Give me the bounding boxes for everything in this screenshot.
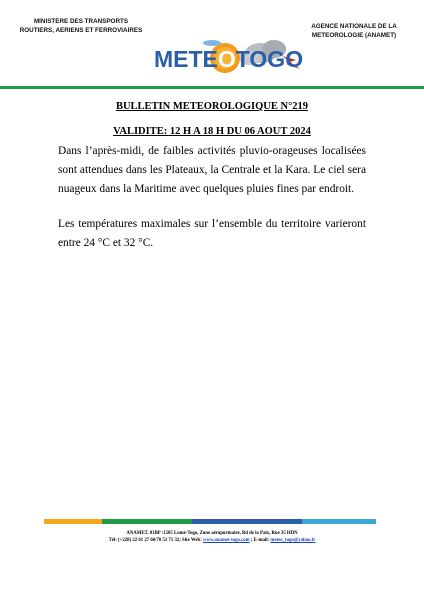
footer-tel: Tél: (+228) 22 61 27 60/70 51 71 32; Site Web: [108,538,204,543]
logo-text-a: METE [154,46,218,72]
bulletin-title: BULLETIN METEOROLOGIQUE N°219 [115,101,309,112]
agency-line-1: AGENCE NATIONALE DE LA [311,23,397,30]
meteo-togo-logo [150,36,320,76]
ministry-line-2: ROUTIERS, AERIENS ET FERROVIAIRES [19,27,143,34]
website-link[interactable]: www.anamet-togo.com [203,538,250,543]
logo-text-b: O [217,46,236,72]
footer-contacts [0,538,424,544]
footer-email-label: ; E-mail: [249,538,271,543]
logo-text-meteo [154,46,303,72]
temperature-paragraph: Les températures maximales sur l’ensemble du territoire varieront entre 24 °C et 32 °C. [58,218,366,249]
footer-address: ANAMET, 01BP :1505 Lomé-Togo, Zone aéroportuaire, Bd de la Paix, Rue 35 HDN [126,531,298,536]
footer-bar-orange [44,519,102,524]
ministry-header [6,17,156,35]
bulletin-validity: VALIDITE: 12 H A 18 H DU 06 AOUT 2024 [113,126,311,137]
header-divider [0,86,424,89]
footer-bar-blue [192,519,302,524]
agency-line-2: METEOROLOGIE (ANAMET) [311,32,397,39]
footer-bar-green [102,519,192,524]
logo-text-c: TOGO [235,46,304,72]
forecast-paragraph: Dans l’après-midi, de faibles activités pluvio-orageuses localisées sont attendues dans les Plateaux, la Centrale et la Kara. Le ciel sera nuageux dans la Maritime avec quelques pluies fines par endroit. [58,145,366,195]
footer-color-bar [44,519,376,524]
ministry-line-1: MINISTERE DES TRANSPORTS [33,18,129,25]
footer-bar-light-blue [302,519,376,524]
email-link[interactable]: meteo_togo@yahoo.fr [270,538,316,543]
